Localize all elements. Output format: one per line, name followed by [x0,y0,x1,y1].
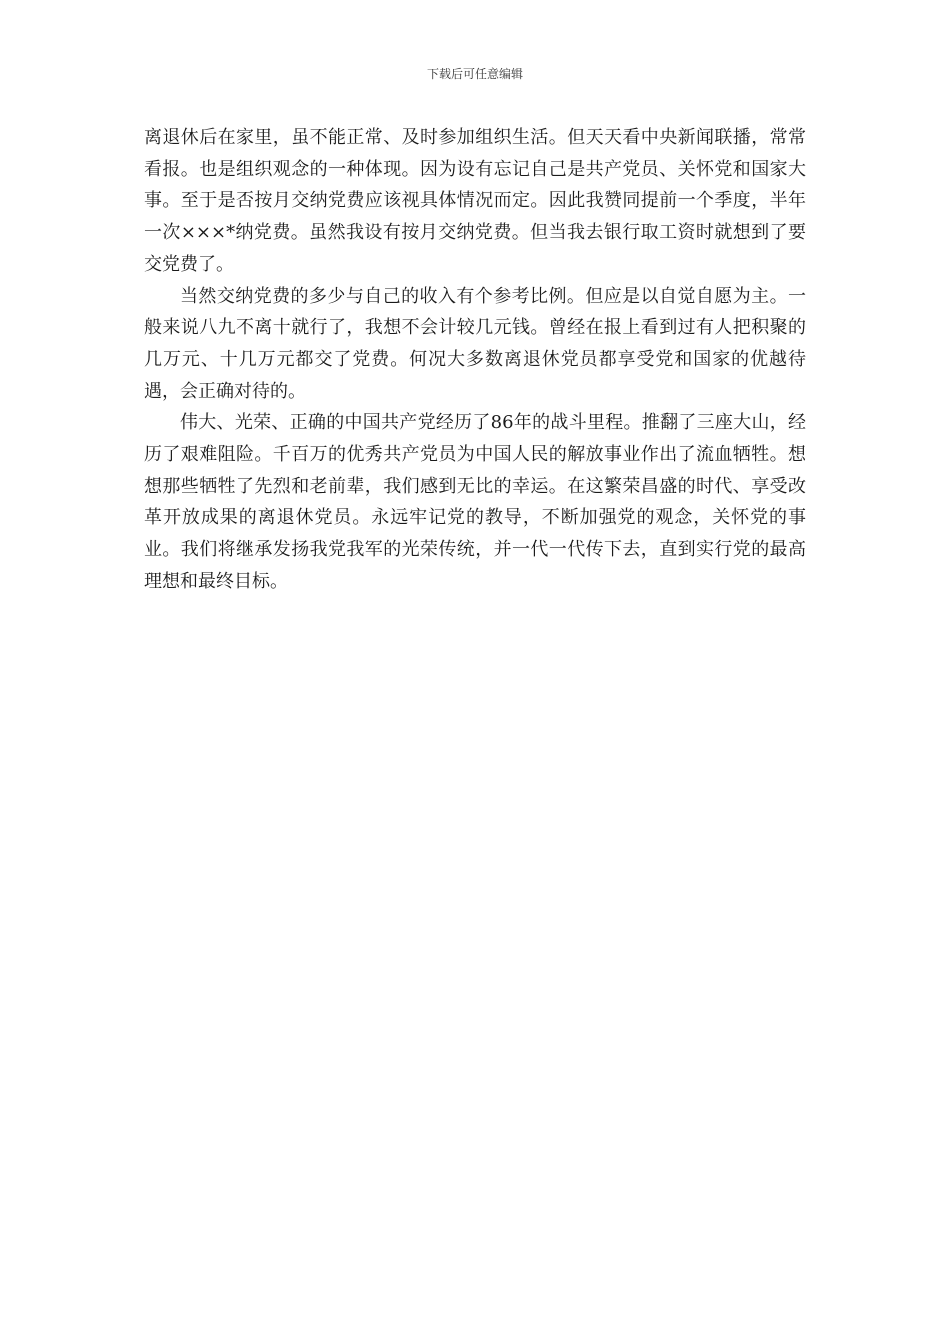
body-text [144,122,806,598]
paragraph-1: 离退休后在家里，虽不能正常、及时参加组织生活。但天天看中央新闻联播，常常看报。也是组织观念的一种体现。因为设有忘记自己是共产党员、关怀党和国家大事。至于是否按月交纳党费应该视具体情况而定。因此我赞同提前一个季度，半年一次×××*纳党费。虽然我设有按月交纳党费。但当我去银行取工资时就想到了要交党费了。 [144,127,806,275]
header-note: 下载后可任意编辑 [426,67,523,81]
paragraph-2: 当然交纳党费的多少与自己的收入有个参考比例。但应是以自觉自愿为主。一般来说八九不离十就行了，我想不会计较几元钱。曾经在报上看到过有人把积聚的几万元、十几万元都交了党费。何况大多数离退休党员都享受党和国家的优越待遇，会正确对待的。 [144,285,806,402]
paragraph-3: 伟大、光荣、正确的中国共产党经历了86年的战斗里程。推翻了三座大山，经历了艰难阻险。千百万的优秀共产党员为中国人民的解放事业作出了流血牺牲。想想那些牺牲了先烈和老前辈，我们感到无比的幸运。在这繁荣昌盛的时代、享受改革开放成果的离退休党员。永远牢记党的教导，不断加强党的观念，关怀党的事业。我们将继承发扬我党我军的光荣传统，并一代一代传下去，直到实行党的最高理想和最终目标。 [144,412,806,592]
